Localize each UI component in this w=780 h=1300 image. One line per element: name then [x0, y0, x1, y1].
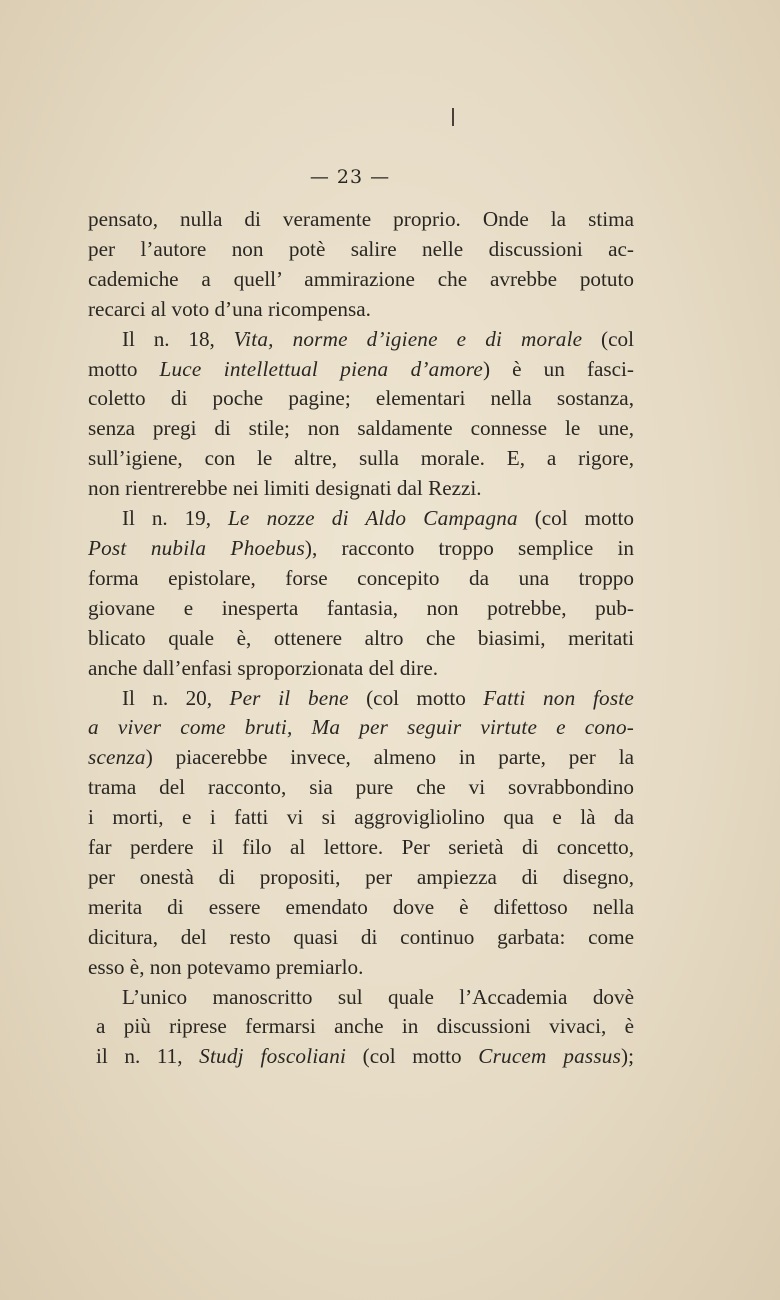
title-italic: Studj foscoliani	[199, 1044, 347, 1069]
text-line	[88, 713, 634, 743]
text-line: blicato quale è, ottenere altro che biasimi, meritati	[88, 625, 634, 650]
text-line: anche dall’enfasi sproporzionata del dire.	[88, 655, 439, 680]
paragraph-start: L’unico manoscritto sul quale l’Accademia dovè	[122, 984, 634, 1009]
paragraph-start	[88, 684, 634, 714]
text-line: per l’autore non potè salire nelle discussioni ac-	[88, 236, 634, 261]
title-italic: Per il bene	[229, 685, 349, 710]
text-line: non rientrerebbe nei limiti designati dal Rezzi.	[88, 476, 482, 501]
page-number: — 23 —	[309, 166, 391, 188]
text-run: motto	[88, 356, 160, 381]
motto-italic: Fatti non foste	[483, 685, 634, 710]
text-line: trama del racconto, sia pure che vi sovrabbondino	[88, 775, 634, 800]
text-line: pensato, nulla di veramente proprio. Onde la stima	[88, 207, 634, 231]
motto-italic: a viver come bruti, Ma per seguir virtute e cono-	[88, 715, 634, 740]
text-run: ), racconto troppo semplice in	[304, 535, 634, 560]
text-line: senza pregi di stile; non saldamente connesse le une,	[88, 416, 634, 441]
text-line: i morti, e i fatti vi si aggrovigliolino qua e là da	[88, 805, 634, 830]
text-line: dicitura, del resto quasi di continuo garbata: come	[88, 924, 634, 949]
text-run: (col	[582, 326, 634, 351]
title-italic: Vita, norme d’igiene e di morale	[233, 326, 583, 351]
text-line	[88, 743, 634, 773]
paragraph-start	[88, 325, 634, 355]
text-line: per onestà di propositi, per ampiezza di disegno,	[88, 864, 634, 889]
text-line: recarci al voto d’una ricompensa.	[88, 296, 371, 321]
text-run: il n. 11,	[96, 1044, 200, 1069]
text-line: sull’igiene, con le altre, sulla morale. E, a rigore,	[88, 446, 634, 471]
paragraph-start	[88, 504, 634, 534]
text-run: (col motto	[517, 506, 634, 531]
text-line: forma epistolare, forse concepito da una troppo	[88, 565, 634, 590]
text-line	[88, 355, 634, 385]
text-run: (col motto	[346, 1044, 479, 1069]
text-line: esso è, non potevamo premiarlo.	[88, 954, 364, 979]
motto-italic: scenza	[88, 745, 146, 770]
text-run: Il n. 20,	[122, 685, 230, 710]
title-italic: Le nozze di Aldo Campagna	[227, 506, 518, 531]
text-run: );	[621, 1044, 634, 1069]
text-line: coletto di poche pagine; elementari nella sostanza,	[88, 386, 634, 411]
margin-mark	[452, 108, 454, 126]
body-text	[88, 205, 634, 1072]
text-line	[88, 534, 634, 564]
text-run: ) è un fasci-	[483, 356, 634, 381]
text-run: Il n. 18,	[122, 326, 234, 351]
text-line: merita di essere emendato dove è difettoso nella	[88, 894, 634, 919]
text-line	[88, 1042, 634, 1072]
text-line: giovane e inesperta fantasia, non potrebbe, pub-	[88, 595, 634, 620]
text-run: Il n. 19,	[122, 506, 228, 531]
motto-italic: Luce intellettual piena d’amore	[159, 356, 484, 381]
text-run: ) piacerebbe invece, almeno in parte, per la	[145, 745, 634, 770]
text-line: cademiche a quell’ ammirazione che avrebbe potuto	[88, 266, 634, 291]
text-run: (col motto	[348, 685, 484, 710]
motto-italic: Crucem passus	[478, 1044, 622, 1069]
motto-italic: Post nubila Phoebus	[88, 535, 305, 560]
text-line: a più riprese fermarsi anche in discussioni vivaci, è	[96, 1014, 634, 1039]
text-line: far perdere il filo al lettore. Per serietà di concetto,	[88, 835, 634, 860]
